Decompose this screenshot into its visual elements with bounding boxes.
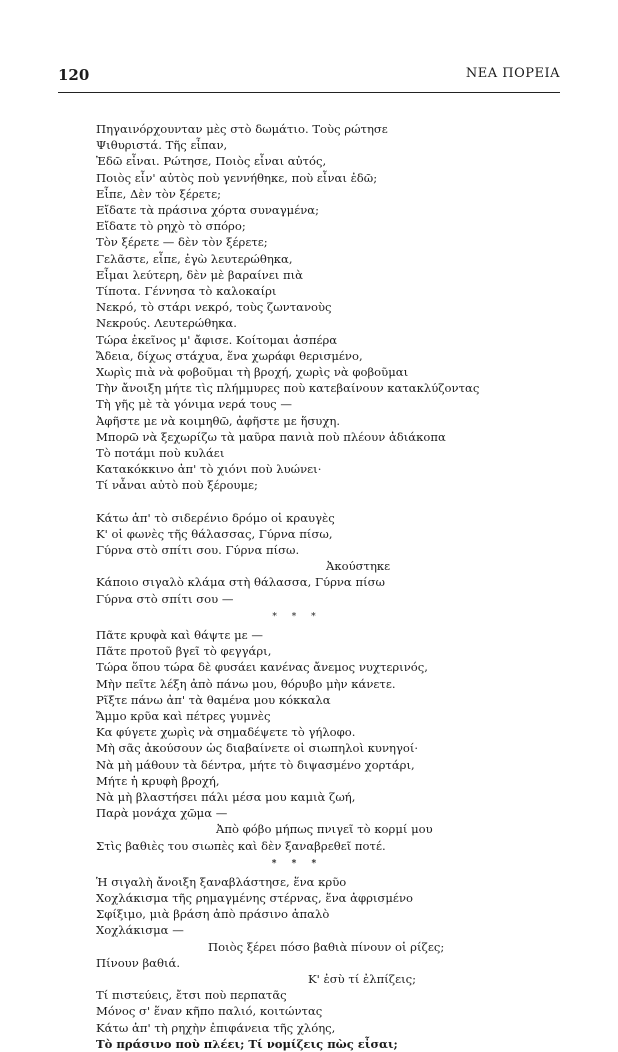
poem-line: Κάτω ἀπ' τὴ ρηχὴν ἐπιφάνεια τῆς χλόης,	[96, 1020, 336, 1035]
poem-line: Ποιὸς ξέρει πόσο βαθιὰ πίνουν οἱ ρίζες;	[208, 939, 445, 954]
poem-line: Ἄμμο κρῦα καὶ πέτρες γυμνὲς	[96, 708, 271, 723]
page-header	[58, 66, 560, 88]
poem-line: Τὸ ποτάμι ποὺ κυλάει	[96, 446, 225, 461]
stanza-3	[96, 627, 578, 854]
poem-line: Τί νἆναι αὐτὸ ποὺ ξέρουμε;	[96, 478, 258, 493]
poem-line: Κάτω ἀπ' τὸ σιδερένιο δρόμο οἱ κραυγὲς	[96, 510, 335, 525]
poem-line: Γύρνα στὸ σπίτι σου —	[96, 591, 234, 606]
poem-line: Χοχλάκισμα τῆς ρημαγμένης στέρνας, ἕνα ἀφρισμένο	[96, 890, 413, 905]
running-title: ΝΕΑ ΠΟΡΕΙΑ	[465, 66, 560, 81]
poem-line: Πᾶτε προτοῦ βγεῖ τὸ φεγγάρι,	[96, 644, 272, 659]
poem-line: Στὶς βαθιὲς του σιωπὲς καὶ δὲν ξαναβρεθεῖ ποτέ.	[96, 838, 386, 853]
poem-line: Πηγαινόρχουνταν μὲς στὸ δωμάτιο. Τοὺς ρώτησε	[96, 122, 388, 136]
poem-line: Τὸ πράσινο ποὺ πλέει; Τί νομίζεις πὼς εἶσαι;	[96, 1036, 398, 1051]
poem-line: Κάποιο σιγαλὸ κλάμα στὴ θάλασσα, Γύρνα πίσω	[96, 575, 385, 590]
poem-line: Ποιὸς εἶν' αὐτὸς ποὺ γεννήθηκε, ποὺ εἶναι ἐδῶ;	[96, 170, 378, 185]
poem-line: Ἐδῶ εἶναι. Ρώτησε, Ποιὸς εἶναι αὐτός,	[96, 154, 327, 169]
poem-line: Τὴν ἄνοιξη μήτε τὶς πλήμμυρες ποὺ κατεβαίνουν κατακλύζοντας	[96, 381, 480, 396]
poem-line: Γελᾶστε, εἶπε, ἐγὼ λευτερώθηκα,	[96, 251, 293, 266]
stanza-4	[96, 874, 578, 1052]
poem-line: Τώρα ὅπου τώρα δὲ φυσάει κανένας ἄνεμος νυχτερινός,	[96, 660, 428, 675]
poem-line: Χωρὶς πιὰ νὰ φοβοῦμαι τὴ βροχή, χωρὶς νὰ φοβοῦμαι	[96, 365, 409, 380]
poem-line: Νεκρό, τὸ στάρι νεκρό, τοὺς ζωντανοὺς	[96, 300, 332, 315]
stanza-1	[96, 121, 578, 494]
poem-line: Μὴν πεῖτε λέξη ἀπὸ πάνω μου, θόρυβο μὴν κάνετε.	[96, 676, 396, 691]
poem-line: Ἀφῆστε με νὰ κοιμηθῶ, ἀφῆστε με ἥσυχη.	[96, 413, 341, 428]
poem-line: Νεκρούς. Λευτερώθηκα.	[96, 316, 237, 331]
poem-line: Κατακόκκινο ἀπ' τὸ χιόνι ποὺ λυώνει·	[96, 462, 322, 477]
poem-line: Μπορῶ νὰ ξεχωρίζω τὰ μαῦρα πανιὰ ποὺ πλέουν ἀδιάκοπα	[96, 429, 446, 444]
poem-line: Εἶμαι λεύτερη, δὲν μὲ βαραίνει πιὰ	[96, 267, 303, 282]
poem-line: Μόνος σ' ἕναν κῆπο παλιό, κοιτώντας	[96, 1004, 323, 1019]
stanza-2	[96, 510, 578, 607]
section-separator: * * *	[272, 611, 322, 622]
header-rule	[58, 92, 560, 93]
poem-line: Κ' οἱ φωνὲς τῆς θάλασσας, Γύρνα πίσω,	[96, 526, 333, 541]
poem-line: Κ' ἐσὺ τί ἐλπίζεις;	[308, 971, 417, 986]
poem-line: Ψιθυριστά. Τῆς εἶπαν,	[96, 138, 228, 153]
poem-line: Μήτε ἡ κρυφὴ βροχή,	[96, 773, 220, 788]
poem-line: Παρὰ μονάχα χῶμα —	[96, 806, 228, 821]
poem-line: Εἴδατε τὸ ρηχὸ τὸ σπόρο;	[96, 219, 246, 234]
poem-line: Σφίξιμο, μιὰ βράση ἀπὸ πράσινο ἁπαλὸ	[96, 907, 330, 922]
poem-line: Ἀκούστηκε	[326, 559, 391, 574]
poem-line: Μὴ σᾶς ἀκούσουν ὡς διαβαίνετε οἱ σιωπηλοὶ κυνηγοί·	[96, 741, 419, 756]
stanza-gap	[96, 494, 578, 510]
poem-line: Εἴδατε τὰ πράσινα χόρτα συναγμένα;	[96, 203, 319, 218]
page-number: 120	[58, 66, 90, 84]
poem-line: Ρῖξτε πάνω ἀπ' τὰ θαμένα μου κόκκαλα	[96, 692, 331, 707]
poem-line: Ἡ σιγαλὴ ἄνοιξη ξαναβλάστησε, ἕνα κρῦο	[96, 874, 347, 889]
poem-line: Τίποτα. Γέννησα τὸ καλοκαίρι	[96, 284, 277, 299]
poem-line: Πᾶτε κρυφὰ καὶ θάψτε με —	[96, 627, 263, 642]
section-separator: * * *	[271, 858, 323, 869]
poem-line: Εἶπε, Δὲν τὸν ξέρετε;	[96, 186, 222, 201]
poem-line: Τὴ γῆς μὲ τὰ γόνιμα νερά τους —	[96, 397, 292, 412]
poem-line: Κα φύγετε χωρὶς νὰ σημαδέψετε τὸ γήλοφο.	[96, 725, 356, 740]
poem-line: Ἄδεια, δίχως στάχυα, ἕνα χωράφι θερισμένο,	[96, 348, 363, 363]
poem-line: Τώρα ἐκεῖνος μ' ἄφισε. Κοίτομαι ἀσπέρα	[96, 332, 338, 347]
poem-line: Τί πιστεύεις, ἔτσι ποὺ περπατᾶς	[96, 988, 287, 1003]
poem-line: Χοχλάκισμα —	[96, 923, 184, 938]
poem-line: Γύρνα στὸ σπίτι σου. Γύρνα πίσω.	[96, 543, 300, 558]
poem-line: Νὰ μὴ μάθουν τὰ δέντρα, μήτε τὸ διψασμένο χορτάρι,	[96, 757, 415, 772]
poem-body	[96, 121, 578, 1052]
poem-line: Πίνουν βαθιά.	[96, 955, 181, 970]
poem-line: Ἀπὸ φόβο μήπως πνιγεῖ τὸ κορμί μου	[216, 822, 433, 837]
poem-line: Νὰ μὴ βλαστήσει πάλι μέσα μου καμιὰ ζωή,	[96, 789, 356, 804]
poem-line: Τὸν ξέρετε — δὲν τὸν ξέρετε;	[96, 235, 268, 250]
